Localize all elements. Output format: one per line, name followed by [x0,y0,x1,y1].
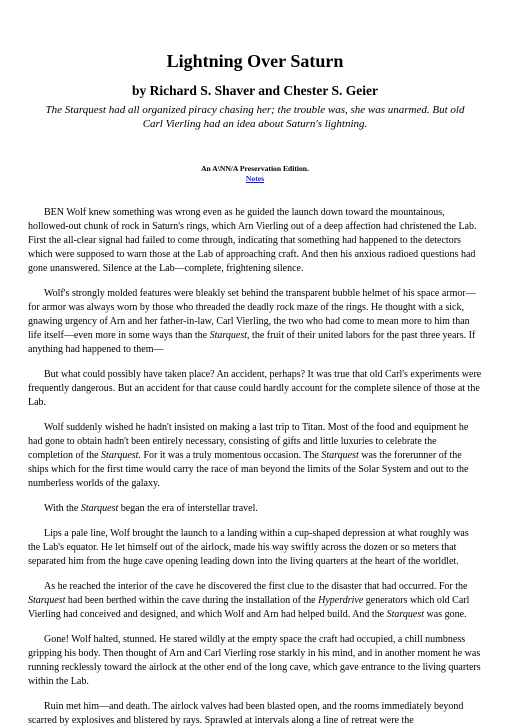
paragraph-text: For it was a truly momentous occasion. The [140,450,322,461]
author-byline: by Richard S. Shaver and Chester S. Geier [132,83,378,98]
body-paragraph [28,502,482,516]
body-paragraph [28,368,482,410]
paragraph-text: As he reached the interior of the cave he discovered the first clue to the disaster that had occurred. For the [44,581,468,592]
italic-text: Starquest [80,503,119,514]
paragraph-text: Lips a pale line, Wolf brought the launch to a landing within a cup-shaped depression at what roughly was the Lab's equator. He let himself out of the airlock, made his way swiftly across the dozen or so meters that separated him from the huge cave opening leading down into the living quarters at the heart of the worldlet. [28,528,469,567]
page-title: Lightning Over Saturn [166,51,344,71]
body-paragraph [28,633,482,689]
paragraph-text: Ruin met him—and death. The airlock valves had been blasted open, and the rooms immediately beyond scarred by explosives and blistered by rays. Sprawled at intervals along a line of retreat were the [28,701,464,726]
italic-text: Starquest [321,450,359,461]
body-paragraph [28,287,482,357]
italic-text: Starquest [209,330,248,341]
paragraph-text: BEN Wolf knew something was wrong even as he guided the launch down toward the mountainous, hollowed-out chunk of rock in Saturn's rings, which Arn Vierling out of a deep affection had christened the Lab. First the all-clear signal had failed to come through, indicating that something had happened to the detectors which were supposed to warn those at the Lab of approaching craft. And then his anxious radioed questions had gone unanswered. Silence at the Lab—complete, frightening silence. [28,207,477,274]
body-paragraph [28,580,482,622]
italic-text: Starquest. [101,450,141,461]
paragraph-text: was gone. [424,609,467,620]
paragraph-text: began the era of interstellar travel. [118,503,258,514]
edition-note: An A\NN/A Preservation Edition. [201,164,309,173]
paragraph-text: generators which old Carl Vierling had conceived and designed, and which Wolf and Arn had helped build. And the [28,595,470,620]
paragraph-text: had been berthed within the cave during the installation of the [65,595,319,606]
paragraph-text: Wolf's strongly molded features were bleakly set behind the transparent bubble helmet of his space armor—for armor was always worn by those who threaded the deadly rock maze of the rings. He thought with a sick, gnawing urgency of Arn and her father-in-law, Carl Vierling, the two who had come to mean more to him than life itself—even more in some ways than the [28,288,476,341]
italic-text: Starquest [386,609,425,620]
paragraph-text: , the fruit of their united labors for the past three years. If anything had happened to them— [28,330,476,355]
italic-text: Hyperdrive [318,595,364,606]
italic-text: Starquest [28,595,66,606]
paragraph-text: Gone! Wolf halted, stunned. He stared wildly at the empty space the craft had occupied, a chill numbness gripping his body. Then thought of Arn and Carl Vierling rose starkly in his mind, and in another moment he was running recklessly toward the airlock at the other end of the long cave, which gave entrance to the living quarters within the Lab. [28,634,481,687]
body-paragraph [28,527,482,569]
paragraph-text: Wolf suddenly wished he hadn't insisted on making a last trip to Titan. Most of the food and equipment he had gone to obtain hadn't been entirely necessary, consisting of gifts and little luxuries to celebrate the completion of the [28,422,469,461]
body-paragraph [28,700,482,728]
paragraph-text: With the [44,503,81,514]
paragraph-text: was the forerunner of the ships which for the first time would carry the race of man beyond the limits of the Solar System and out to the numberless worlds of the galaxy. [28,450,469,489]
story-body [28,206,482,728]
body-paragraph [28,206,482,276]
body-paragraph [28,421,482,491]
notes-link[interactable]: Notes [245,174,265,183]
paragraph-text: But what could possibly have taken place? An accident, perhaps? It was true that old Carl's experiments were frequently dangerous. But an accident for that cause could hardly account for the complete silence of those at the Lab. [28,369,482,408]
story-subtitle: The Starquest had all organized piracy chasing her; the trouble was, she was unarmed. But old Carl Vierling had an idea about Saturn's lightning. [45,104,465,130]
